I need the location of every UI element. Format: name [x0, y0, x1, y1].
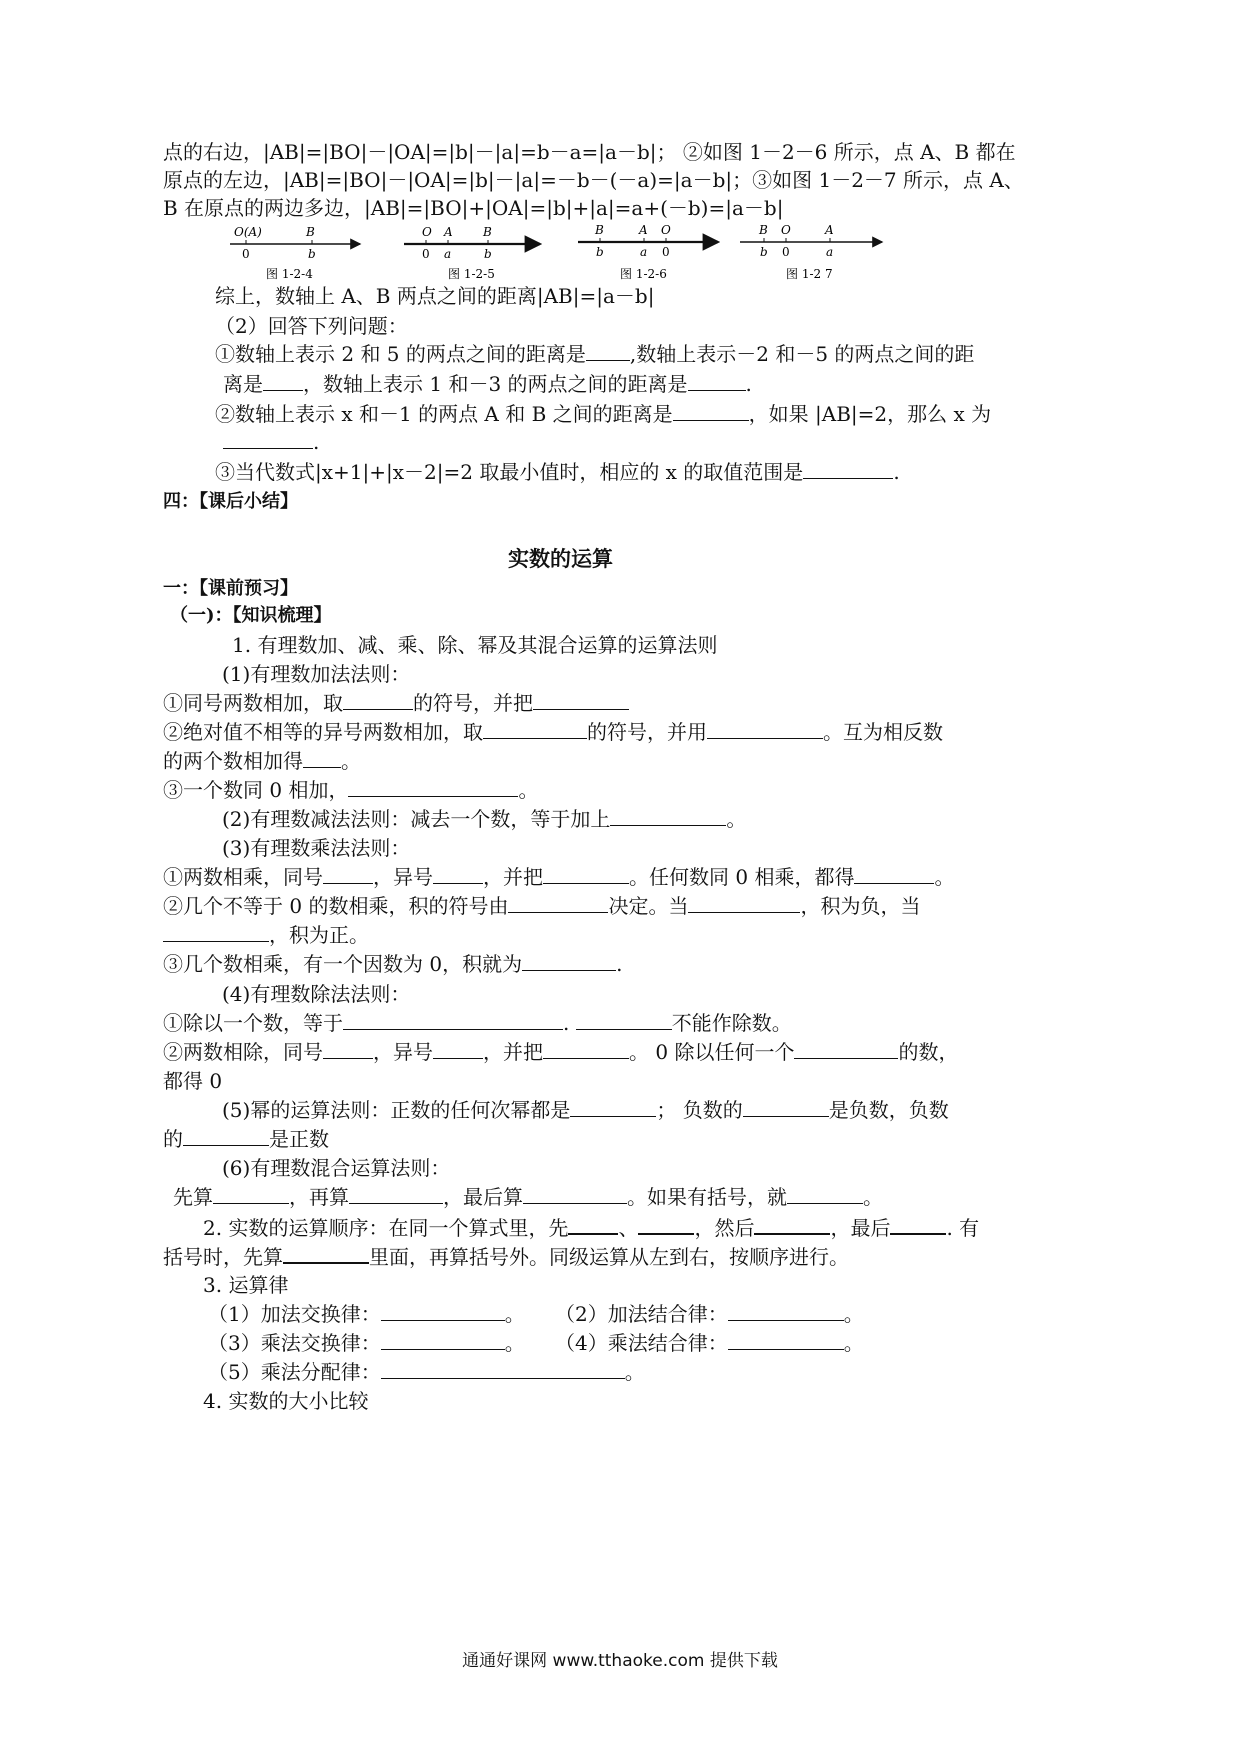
text: ，积为正。 — [269, 923, 369, 947]
text: 的数， — [898, 1040, 959, 1064]
period: 。 — [624, 1360, 645, 1384]
intro-line-2: 原点的左边，|AB|=|BO|－|OA|=|b|－|a|=－b－(－a)=|a－b|；③如图 1－2－7 所示，点 A、 — [163, 168, 1024, 192]
period: 。 — [863, 1185, 883, 1209]
fig1-point-o-a: O(A) — [234, 225, 262, 239]
answer-blank[interactable] — [707, 718, 823, 739]
rule-1-heading: 1. 有理数加、减、乘、除、幂及其混合运算的运算法则 — [232, 633, 718, 657]
text: ，积为负，当 — [800, 894, 921, 918]
text: ①除以一个数，等于 — [163, 1011, 343, 1035]
fig3-point-a: A — [639, 223, 648, 237]
text: （3）乘法交换律： — [208, 1331, 381, 1355]
text: ，最后 — [830, 1216, 891, 1240]
fig2-caption: 图 1-2-5 — [448, 267, 495, 281]
fig4-value-a: a — [826, 245, 834, 259]
answer-blank[interactable] — [543, 1038, 629, 1059]
text: 决定。当 — [608, 894, 689, 918]
text: 。 0 除以任何一个 — [629, 1040, 795, 1064]
answer-blank[interactable] — [343, 689, 413, 710]
fig1-value-b: b — [308, 247, 316, 261]
period: 。 — [843, 1331, 864, 1355]
q2-item-1-text-c: 离是 — [223, 372, 263, 396]
subtraction-rule — [222, 805, 746, 833]
answer-blank[interactable] — [794, 1038, 898, 1059]
period: 。 — [934, 865, 955, 889]
text: 的两个数相加得 — [163, 749, 303, 773]
period: . — [745, 372, 752, 396]
text: 先算 — [173, 1185, 213, 1209]
fig2-value-0: 0 — [422, 247, 430, 261]
division-rule-2 — [163, 1038, 958, 1066]
text: ①两数相乘，同号 — [163, 865, 323, 889]
period: 。 — [504, 1302, 525, 1326]
section-1-heading: 一：【课前预习】 — [163, 578, 298, 599]
text: 2. 实数的运算顺序：在同一个算式里，先 — [203, 1216, 569, 1240]
law-1 — [208, 1300, 525, 1328]
text: . 有 — [946, 1216, 980, 1240]
power-rule-cont — [163, 1125, 329, 1153]
multiplication-rule-3 — [163, 950, 622, 978]
fig3-value-b: b — [596, 245, 604, 259]
answer-blank[interactable] — [483, 718, 587, 739]
footer-text: 通通好课网 www.tthaoke.com 提供下载 — [462, 1651, 778, 1671]
text: 不能作除数。 — [671, 1011, 792, 1035]
fig4-point-a: A — [825, 223, 834, 237]
power-rule — [222, 1096, 949, 1124]
answer-blank[interactable] — [303, 747, 341, 768]
mixed-rule — [173, 1183, 883, 1211]
answer-blank[interactable] — [754, 1213, 830, 1235]
period: . — [616, 952, 623, 976]
addition-rule-2 — [163, 718, 943, 746]
answer-blank[interactable] — [854, 863, 934, 884]
period: . — [893, 460, 900, 484]
answer-blank[interactable] — [803, 458, 893, 479]
text: 的 — [163, 1127, 183, 1151]
q2-heading: （2）回答下列问题： — [215, 314, 408, 338]
operation-order-cont — [163, 1242, 849, 1271]
law-5 — [208, 1358, 645, 1386]
answer-blank[interactable] — [673, 400, 749, 421]
q2-item-1-text-a: ①数轴上表示 2 和 5 的两点之间的距离是 — [215, 342, 586, 366]
multiplication-rule-2-cont — [163, 921, 369, 949]
law-2 — [555, 1300, 864, 1328]
period: . — [313, 430, 320, 454]
answer-blank[interactable] — [381, 1358, 625, 1379]
text: （1）加法交换律： — [208, 1302, 381, 1326]
answer-blank[interactable] — [213, 1183, 289, 1204]
answer-blank[interactable] — [183, 1125, 269, 1146]
division-rule-heading: (4)有理数除法法则： — [222, 982, 411, 1006]
q2-item-1-text-d: ，数轴上表示 1 和－3 的两点之间的距离是 — [303, 372, 688, 396]
text: 的符号，并用 — [587, 720, 707, 744]
fig1-point-b: B — [306, 225, 315, 239]
multiplication-rule-heading: (3)有理数乘法法则： — [222, 836, 411, 860]
text: ②绝对值不相等的异号两数相加，取 — [163, 720, 483, 744]
text: （4）乘法结合律： — [555, 1331, 728, 1355]
answer-blank[interactable] — [576, 1009, 672, 1030]
mixed-rule-heading: (6)有理数混合运算法则： — [222, 1156, 451, 1180]
division-rule-2-cont: 都得 0 — [163, 1069, 223, 1093]
text: ，最后算 — [443, 1185, 523, 1209]
fig2-point-b: B — [483, 225, 492, 239]
text: 的符号，并把 — [413, 691, 533, 715]
multiplication-rule-1 — [163, 863, 954, 891]
text: ，并把 — [483, 865, 543, 889]
addition-rule-heading: (1)有理数加法法则： — [222, 662, 411, 686]
q2-item-2-cont — [223, 428, 319, 456]
fig4-value-b: b — [760, 245, 768, 259]
fig2-point-a: A — [444, 225, 453, 239]
answer-blank[interactable] — [533, 689, 629, 710]
answer-blank[interactable] — [163, 921, 269, 942]
answer-blank[interactable] — [323, 1038, 373, 1059]
summary-line: 综上，数轴上 A、B 两点之间的距离|AB|=|a－b| — [215, 284, 655, 308]
fig4-point-o: O — [781, 223, 791, 237]
answer-blank[interactable] — [381, 1329, 505, 1350]
text: 。互为相反数 — [823, 720, 943, 744]
q2-item-3 — [215, 458, 900, 486]
fig1-value-0: 0 — [242, 247, 250, 261]
law-4 — [555, 1329, 864, 1357]
intro-line-1: 点的右边，|AB|=|BO|－|OA|=|b|－|a|=b－a=|a－b|； ②如图 1－2－6 所示，点 A、B 都在 — [163, 140, 1016, 164]
addition-rule-1 — [163, 689, 629, 717]
answer-blank[interactable] — [283, 1242, 369, 1264]
figure-1-2-4 — [230, 225, 360, 281]
answer-blank[interactable] — [728, 1329, 844, 1350]
fig2-value-b: b — [484, 247, 492, 261]
q2-item-3-text-a: ③当代数式|x+1|+|x－2|=2 取最小值时，相应的 x 的取值范围是 — [215, 460, 804, 484]
answer-blank[interactable] — [570, 1096, 656, 1117]
figure-1-2-6 — [578, 223, 718, 281]
text: 是正数 — [269, 1127, 329, 1151]
answer-blank[interactable] — [323, 863, 373, 884]
text: ③几个数相乘，有一个因数为 0，积就为 — [163, 952, 523, 976]
answer-blank[interactable] — [523, 1183, 627, 1204]
answer-blank[interactable] — [743, 1096, 829, 1117]
answer-blank[interactable] — [343, 1009, 563, 1030]
answer-blank[interactable] — [433, 1038, 483, 1059]
text: 。任何数同 0 相乘，都得 — [629, 865, 855, 889]
intro-line-3: B 在原点的两边多边，|AB|=|BO|+|OA|=|b|+|a|=a+(－b)=|a－b| — [163, 196, 784, 220]
answer-blank[interactable] — [586, 340, 630, 361]
text: ，异号 — [373, 865, 433, 889]
answer-blank[interactable] — [223, 428, 313, 449]
page-title: 实数的运算 — [508, 546, 613, 571]
fig4-caption: 图 1-2 7 — [786, 267, 833, 281]
text: ③一个数同 0 相加， — [163, 778, 349, 802]
answer-blank[interactable] — [638, 1213, 694, 1235]
text: ，然后 — [694, 1216, 755, 1240]
text: ①同号两数相加，取 — [163, 691, 343, 715]
answer-blank[interactable] — [688, 370, 746, 391]
answer-blank[interactable] — [890, 1213, 946, 1235]
figure-1-2-5 — [404, 225, 540, 281]
text: （2）加法结合律： — [555, 1302, 728, 1326]
period: 。 — [504, 1331, 525, 1355]
q2-item-1-text-b: ,数轴上表示－2 和－5 的两点之间的距 — [629, 342, 975, 366]
period: 。 — [726, 807, 747, 831]
fig4-value-0: 0 — [782, 245, 790, 259]
answer-blank[interactable] — [568, 1213, 618, 1235]
text: ，异号 — [373, 1040, 433, 1064]
answer-blank[interactable] — [349, 1183, 443, 1204]
text: （5）乘法分配律： — [208, 1360, 381, 1384]
text: 。如果有括号，就 — [627, 1185, 787, 1209]
text: 是负数，负数 — [828, 1098, 949, 1122]
fig2-value-a: a — [444, 247, 452, 261]
q2-item-2-text-a: ②数轴上表示 x 和－1 的两点 A 和 B 之间的距离是 — [215, 402, 673, 426]
fig2-point-o: O — [422, 225, 432, 239]
laws-heading: 3. 运算律 — [203, 1273, 289, 1297]
period: 。 — [843, 1302, 864, 1326]
section-4-heading: 四：【课后小结】 — [163, 491, 298, 512]
text: 、 — [618, 1216, 639, 1240]
text: ②几个不等于 0 的数相乘，积的符号由 — [163, 894, 509, 918]
q2-item-2-text-b: ，如果 |AB|=2，那么 x 为 — [748, 402, 992, 426]
figure-1-2-7 — [740, 223, 882, 281]
text: ，并把 — [483, 1040, 543, 1064]
q2-item-1-cont — [223, 370, 752, 398]
number-line-figures — [220, 222, 900, 286]
comparison-heading: 4. 实数的大小比较 — [203, 1389, 369, 1413]
q2-item-2 — [215, 400, 991, 428]
fig3-caption: 图 1-2-6 — [620, 267, 667, 281]
answer-blank[interactable] — [787, 1183, 863, 1204]
answer-blank[interactable] — [728, 1300, 844, 1321]
text: 里面，再算括号外。同级运算从左到右，按顺序进行。 — [369, 1245, 849, 1269]
q2-item-1 — [215, 340, 974, 368]
text: (2)有理数减法法则：减去一个数，等于加上 — [222, 807, 611, 831]
multiplication-rule-2 — [163, 892, 920, 920]
answer-blank[interactable] — [522, 950, 616, 971]
fig3-value-0: 0 — [662, 245, 670, 259]
fig3-point-b: B — [595, 223, 604, 237]
law-3 — [208, 1329, 525, 1357]
answer-blank[interactable] — [610, 805, 726, 826]
period: 。 — [341, 749, 361, 773]
answer-blank[interactable] — [263, 370, 303, 391]
answer-blank[interactable] — [348, 776, 518, 797]
fig4-point-b: B — [759, 223, 768, 237]
text: ； 负数的 — [656, 1098, 743, 1122]
answer-blank[interactable] — [688, 892, 800, 913]
subsection-heading: （一)：【知识梳理】 — [170, 605, 332, 626]
answer-blank[interactable] — [433, 863, 483, 884]
text: ②两数相除，同号 — [163, 1040, 323, 1064]
period: 。 — [518, 778, 539, 802]
addition-rule-2-cont — [163, 747, 361, 775]
fig3-value-a: a — [640, 245, 648, 259]
text: (5)幂的运算法则：正数的任何次幂都是 — [222, 1098, 571, 1122]
fig1-caption: 图 1-2-4 — [266, 267, 313, 281]
answer-blank[interactable] — [508, 892, 608, 913]
division-rule-1 — [163, 1009, 792, 1037]
addition-rule-3 — [163, 776, 538, 804]
text: 括号时，先算 — [163, 1245, 283, 1269]
answer-blank[interactable] — [543, 863, 629, 884]
operation-order — [203, 1213, 979, 1242]
answer-blank[interactable] — [381, 1300, 505, 1321]
fig3-point-o: O — [661, 223, 671, 237]
text: ，再算 — [289, 1185, 349, 1209]
period: . — [563, 1011, 570, 1035]
